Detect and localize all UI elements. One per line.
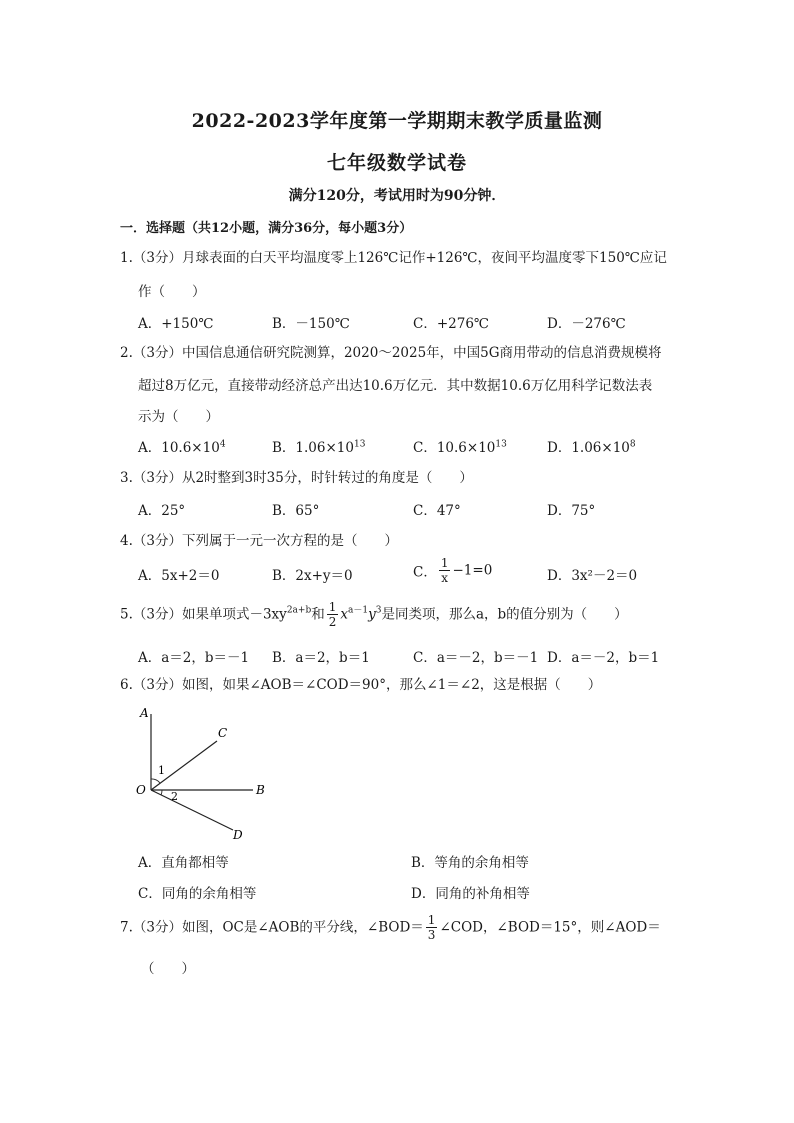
q5-option-d: D．a＝－2，b＝1	[547, 650, 660, 666]
q5-option-a: A．a＝2，b＝－1	[138, 650, 250, 666]
q6-option-c: C．同角的余角相等	[138, 886, 257, 902]
q1-option-a: A．+150℃	[138, 316, 214, 332]
exam-title: 2022-2023学年度第一学期期末教学质量监测	[191, 110, 603, 132]
angle-figure	[120, 700, 300, 845]
question-7-text-cont: （ ）	[141, 961, 195, 977]
q2-option-d: D．$1.06\times 10^8$	[547, 439, 636, 456]
q6-option-d: D．同角的补角相等	[411, 886, 530, 902]
q4-option-d: D．3x²－2＝0	[547, 568, 638, 584]
fraction: $\frac{1}{x}$	[440, 556, 449, 585]
angle-1-arc	[151, 779, 160, 783]
q2-option-c: C．$10.6\times 10^{13}$	[413, 439, 507, 456]
exam-subject-title: 七年级数学试卷	[326, 152, 467, 174]
ray-od	[151, 790, 233, 830]
section-heading: 一．选择题（共12小题，满分36分，每小题3分）	[120, 221, 413, 236]
q3-option-c: C．47°	[413, 503, 461, 519]
question-7-text: 7.（3分）如图，OC是∠AOB的平分线，∠BOD＝ $\frac{1}{3}$ ∠COD，∠BOD＝15°，则∠AOD＝	[120, 913, 661, 942]
q3-option-a: A．25°	[138, 503, 186, 519]
question-4-text: 4.（3分）下列属于一元一次方程的是（ ）	[120, 533, 398, 549]
q3-option-b: B．65°	[272, 503, 320, 519]
q4-option-c: C． $\frac{1}{x}$ −1=0	[413, 556, 493, 585]
question-2-text-cont: 超过8万亿元，直接带动经济总产出达10.6万亿元．其中数据10.6万亿用科学记数法表	[138, 378, 653, 394]
label-angle-1: 1	[158, 764, 165, 777]
q5-option-b: B．a＝2，b＝1	[272, 650, 370, 666]
question-6-text: 6.（3分）如图，如果∠AOB＝∠COD＝90°，那么∠1＝∠2，这是根据（ ）	[120, 677, 602, 693]
label-b: B	[256, 783, 265, 797]
q1-option-d: D．－276℃	[547, 316, 626, 332]
q6-option-a: A．直角都相等	[138, 855, 229, 871]
question-1-text-cont: 作（ ）	[138, 284, 206, 300]
label-d: D	[233, 828, 243, 842]
angle-2-arc	[161, 790, 162, 795]
label-c: C	[218, 726, 228, 740]
q1-option-c: C．+276℃	[413, 316, 490, 332]
label-angle-2: 2	[171, 790, 178, 803]
fraction: $\frac{1}{2}$	[328, 600, 337, 629]
q4-option-a: A．5x+2＝0	[138, 568, 220, 584]
q3-option-d: D．75°	[547, 503, 596, 519]
question-5-text: 5.（3分）如果单项式$-3xy^{2a+b}$和 $\frac{1}{2}$ $x^{a-1}y^3$是同类项，那么a，b的值分别为（ ）	[120, 600, 628, 629]
exam-info: 满分120分，考试用时为90分钟．	[288, 188, 506, 204]
q5-option-c: C．a＝－2，b＝－1	[413, 650, 539, 666]
q1-option-b: B．－150℃	[272, 316, 350, 332]
question-1-text: 1.（3分）月球表面的白天平均温度零上126℃记作+126℃，夜间平均温度零下150℃应记	[120, 250, 667, 266]
question-2-text-cont2: 示为（ ）	[138, 409, 219, 425]
q2-option-a: A．$10.6\times 10^4$	[138, 439, 226, 456]
fraction: $\frac{1}{3}$	[427, 913, 436, 942]
label-a: A	[140, 706, 149, 720]
q2-option-b: B．$1.06\times 10^{13}$	[272, 439, 366, 456]
label-o: O	[136, 783, 146, 797]
question-2-text: 2.（3分）中国信息通信研究院测算，2020～2025年，中国5G商用带动的信息消费规模将	[120, 345, 662, 361]
q4-option-b: B．2x+y＝0	[272, 568, 353, 584]
q6-option-b: B．等角的余角相等	[411, 855, 529, 871]
question-3-text: 3.（3分）从2时整到3时35分，时针转过的角度是（ ）	[120, 470, 473, 486]
